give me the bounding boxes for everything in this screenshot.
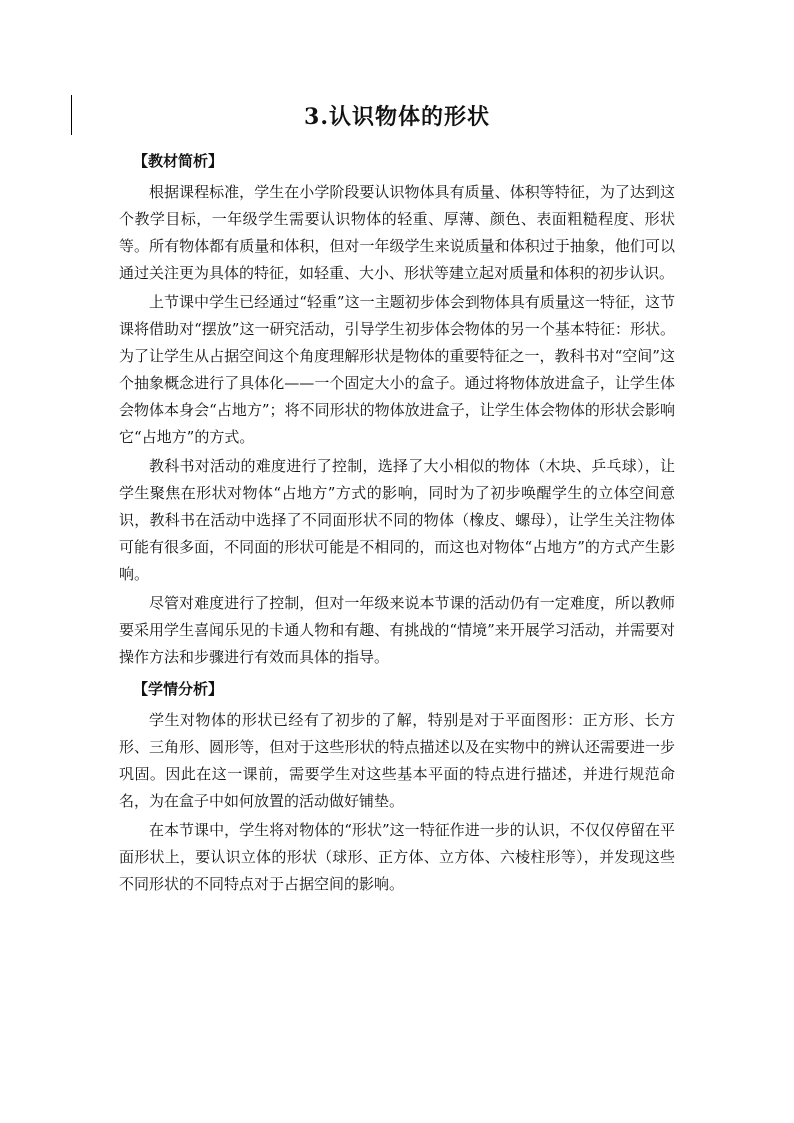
paragraph: 尽管对难度进行了控制，但对一年级来说本节课的活动仍有一定难度，所以教师要采用学生喜闻乐见的卡通人物和有趣、有挑战的“情境”来开展学习活动，并需要对操作方法和步骤进行有效而具体的指导。 [119, 594, 675, 666]
paragraph: 上节课中学生已经通过“轻重”这一主题初步体会到物体具有质量这一特征，这节课将借助对“摆放”这一研究活动，引导学生初步体会物体的另一个基本特征：形状。为了让学生从占据空间这个角度理解形状是物体的重要特征之一，教科书对“空间”这个抽象概念进行了具体化——一个固定大小的盒子。通过将物体放进盒子，让学生体会物体本身会“占地方”；将不同形状的物体放进盒子，让学生体会物体的形状会影响它“占地方”的方式。 [119, 293, 675, 446]
paragraph: 在本节课中，学生将对物体的“形状”这一特征作进一步的认识，不仅仅停留在平面形状上，要认识立体的形状（球形、正方体、立方体、六棱柱形等），并发现这些不同形状的不同特点对于占据空间的影响。 [119, 821, 675, 893]
paragraph: 学生对物体的形状已经有了初步的了解，特别是对于平面图形：正方形、长方形、三角形、圆形等，但对于这些形状的特点描述以及在实物中的辨认还需要进一步巩固。因此在这一课前，需要学生对这些基本平面的特点进行描述，并进行规范命名，为在盒子中如何放置的活动做好铺垫。 [119, 711, 675, 810]
paragraph: 教科书对活动的难度进行了控制，选择了大小相似的物体（木块、乒乓球），让学生聚焦在形状对物体“占地方”方式的影响，同时为了初步唤醒学生的立体空间意识，教科书在活动中选择了不同面形状不同的物体（橡皮、螺母），让学生关注物体可能有很多面，不同面的形状可能是不相同的，而这也对物体“占地方”的方式产生影响。 [119, 457, 675, 583]
document-title: 3.认识物体的形状 [304, 104, 490, 130]
section-textbook-analysis [119, 149, 675, 671]
paragraph: 根据课程标准，学生在小学阶段要认识物体具有质量、体积等特征，为了达到这个教学目标，一年级学生需要认识物体的轻重、厚薄、颜色、表面粗糙程度、形状等。所有物体都有质量和体积，但对一年级学生来说质量和体积过于抽象，他们可以通过关注更为具体的特征，如轻重、大小、形状等建立起对质量和体积的初步认识。 [119, 183, 675, 282]
document-body [119, 100, 675, 900]
section-learner-analysis [119, 677, 675, 898]
margin-line [71, 95, 72, 135]
section-heading: 【学情分析】 [133, 680, 224, 698]
section-heading: 【教材简析】 [133, 152, 224, 170]
